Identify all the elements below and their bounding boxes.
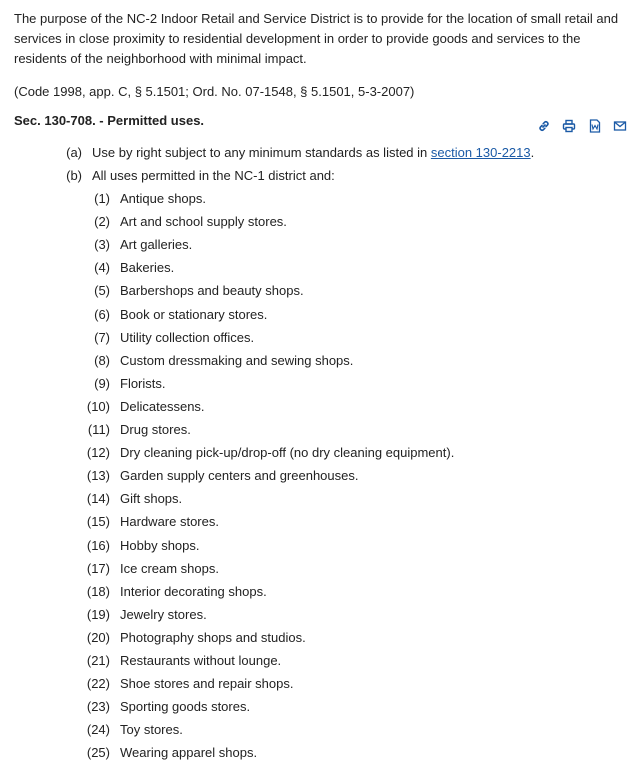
email-icon[interactable] bbox=[612, 118, 628, 134]
section-title: Sec. 130-708. - Permitted uses. bbox=[14, 113, 205, 128]
list-item-text: Garden supply centers and greenhouses. bbox=[120, 468, 359, 484]
list-item-text: Custom dressmaking and sewing shops. bbox=[120, 352, 354, 368]
list-item-number: (12) bbox=[86, 445, 110, 461]
list-item-text: Antique shops. bbox=[120, 191, 207, 206]
list-item-number: (15) bbox=[86, 514, 110, 530]
list-item-text: Book or stationary stores. bbox=[120, 306, 268, 322]
list-item-number: (6) bbox=[94, 306, 110, 322]
list-item-text: Delicatessens. bbox=[120, 398, 205, 414]
list-item-number: (23) bbox=[86, 699, 110, 715]
list-item-number: (13) bbox=[86, 468, 110, 484]
list-item-number: (18) bbox=[86, 583, 110, 599]
list-item-text: Restaurants without lounge. bbox=[120, 653, 282, 668]
list-item-number: (1) bbox=[94, 191, 110, 206]
section-toolbar bbox=[536, 117, 628, 135]
list-item-text: Toy stores. bbox=[120, 722, 183, 738]
list-item-number: (14) bbox=[86, 491, 110, 507]
list-item-number: (7) bbox=[94, 329, 110, 345]
list-item-number: (24) bbox=[86, 722, 110, 738]
list-item-text: Art and school supply stores. bbox=[120, 214, 287, 230]
list-item-number: (a) bbox=[66, 145, 82, 160]
list-item-text: Barbershops and beauty shops. bbox=[120, 283, 304, 299]
list-item-number: (25) bbox=[86, 745, 110, 761]
word-doc-icon[interactable] bbox=[587, 118, 603, 134]
list-item-text: Art galleries. bbox=[120, 237, 193, 253]
list-item-text: Dry cleaning pick-up/drop-off (no dry cleaning equipment). bbox=[120, 445, 455, 461]
link-icon[interactable] bbox=[536, 118, 552, 134]
list-item-text: Hobby shops. bbox=[120, 537, 200, 553]
list-item-text: Use by right subject to any minimum standards as listed in section 130-2213. bbox=[92, 145, 535, 160]
list-item-text: Ice cream shops. bbox=[120, 560, 219, 576]
list-item-number: (4) bbox=[94, 260, 110, 276]
list-item-text: Shoe stores and repair shops. bbox=[120, 676, 294, 692]
list-item-number: (10) bbox=[86, 398, 110, 414]
list-item-number: (3) bbox=[94, 237, 110, 253]
list-item-text: Jewelry stores. bbox=[120, 606, 207, 622]
list-item-text: Photography shops and studios. bbox=[120, 629, 306, 645]
section-130-2213-link[interactable]: section 130-2213 bbox=[430, 145, 531, 160]
list-item-number: (5) bbox=[94, 283, 110, 299]
list-item-number: (11) bbox=[87, 422, 110, 437]
list-item-number: (20) bbox=[86, 629, 110, 645]
list-item-number: (b) bbox=[66, 168, 82, 183]
list-item-text: Wearing apparel shops. bbox=[120, 745, 258, 761]
list-item-text: Gift shops. bbox=[120, 491, 183, 507]
list-item-text: Bakeries. bbox=[120, 260, 175, 276]
code-history-note: (Code 1998, app. C, § 5.1501; Ord. No. 07-1548, § 5.1501, 5-3-2007) bbox=[14, 84, 415, 99]
list-item-number: (17) bbox=[86, 560, 110, 576]
print-icon[interactable] bbox=[561, 118, 577, 134]
list-item-text: Drug stores. bbox=[120, 422, 191, 437]
list-item-text: Utility collection offices. bbox=[120, 329, 255, 345]
list-item-number: (8) bbox=[94, 352, 110, 368]
list-item-number: (2) bbox=[94, 214, 110, 230]
list-item-number: (19) bbox=[86, 606, 110, 622]
list-item-number: (9) bbox=[94, 375, 110, 391]
list-item-text: Interior decorating shops. bbox=[120, 583, 267, 599]
list-item-text: Sporting goods stores. bbox=[120, 699, 251, 715]
district-purpose-paragraph: The purpose of the NC-2 Indoor Retail and Service District is to provide for the location of small retail and services in close proximity to residential development in order to provide goods and services to the residents of the neighborhood with minimal impact. bbox=[14, 11, 619, 66]
list-item-number: (21) bbox=[86, 653, 110, 668]
list-item-text: All uses permitted in the NC-1 district and: bbox=[92, 168, 335, 183]
list-item-number: (22) bbox=[86, 676, 110, 692]
list-item-number: (16) bbox=[86, 537, 110, 553]
list-item-text: Hardware stores. bbox=[120, 514, 219, 530]
list-item-text: Florists. bbox=[120, 375, 166, 391]
